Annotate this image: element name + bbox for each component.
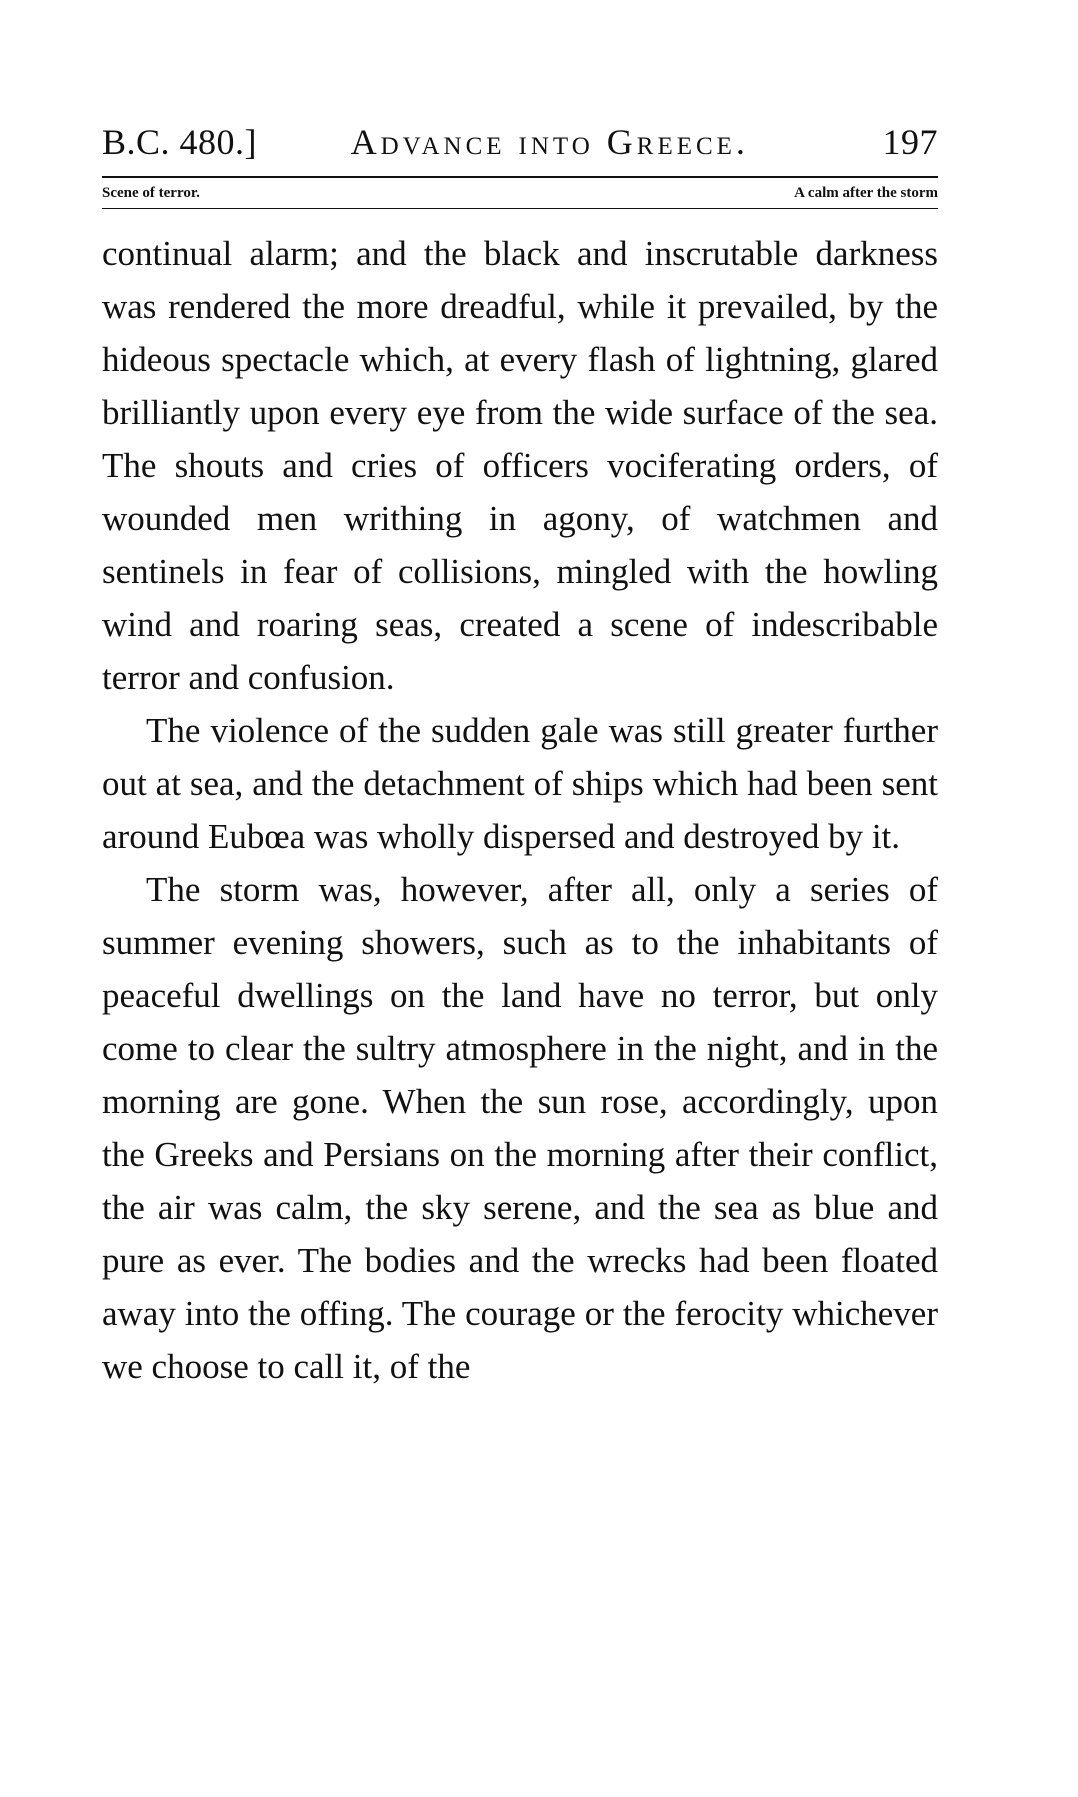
running-head bbox=[102, 120, 938, 164]
side-note-left: Scene of terror. bbox=[102, 185, 200, 201]
side-notes bbox=[102, 182, 938, 204]
header-date: B.C. 480.] bbox=[102, 122, 258, 162]
header-rule bbox=[102, 176, 938, 178]
side-note-rule bbox=[102, 208, 938, 209]
book-page bbox=[102, 120, 938, 1393]
header-title: Advance into Greece. bbox=[350, 122, 749, 162]
paragraph: The storm was, however, after all, only a series of summer evening showers, such as to the inhabitants of peaceful dwellings on the land have no terror, but only come to clear the sultry atmosphere in the night, and in the morning are gone. When the sun rose, accordingly, upon the Greeks and Persians on the morning after their conflict, the air was calm, the sky serene, and the sea as blue and pure as ever. The bodies and the wrecks had been floated away into the offing. The courage or the ferocity whichever we choose to call it, of the bbox=[102, 870, 938, 1386]
paragraph: continual alarm; and the black and inscrutable darkness was rendered the more dreadful, while it prevailed, by the hideous spectacle which, at every flash of lightning, glared brilliantly upon every eye from the wide surface of the sea. The shouts and cries of officers vociferating orders, of wounded men writhing in agony, of watchmen and sentinels in fear of collisions, mingled with the howling wind and roaring seas, created a scene of indescribable terror and confusion. bbox=[102, 234, 938, 697]
page-number: 197 bbox=[882, 122, 938, 162]
paragraph: The violence of the sudden gale was still greater further out at sea, and the detachment of ships which had been sent around Eubœa was wholly dispersed and destroyed by it. bbox=[102, 711, 938, 856]
side-note-right: A calm after the storm bbox=[794, 185, 938, 201]
body-text bbox=[102, 227, 938, 1393]
